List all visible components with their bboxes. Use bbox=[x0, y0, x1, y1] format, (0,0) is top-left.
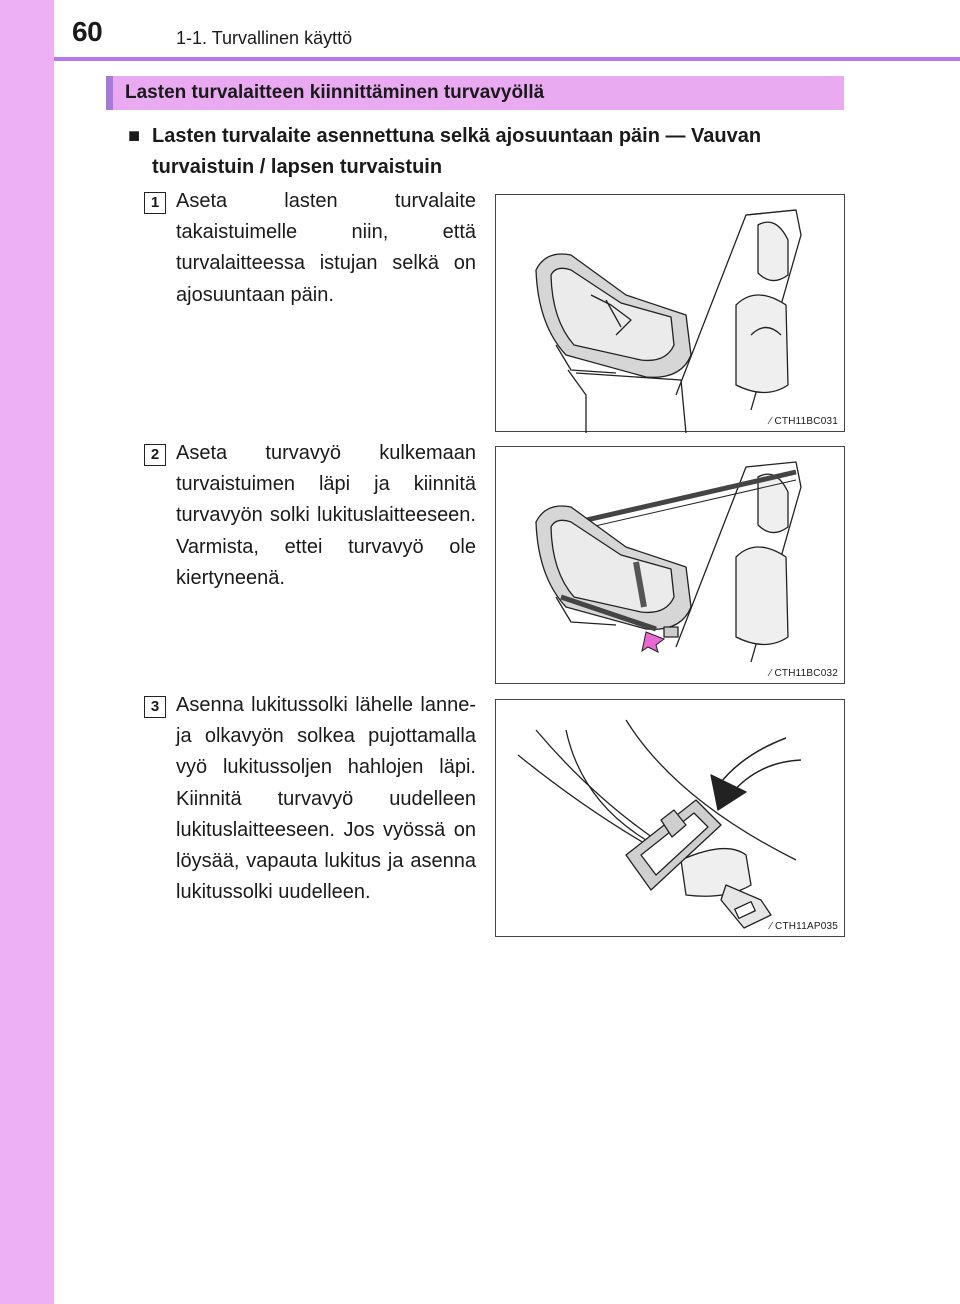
page-number: 60 bbox=[72, 16, 103, 47]
step-text-2: Aseta turvavyö kulkemaan turvaistuimen läpi ja kiinnitä turvavyön solki lukituslaitteeseen. Varmista, ettei turvavyö ole kiertyneenä. bbox=[176, 442, 476, 589]
header-rule bbox=[54, 57, 960, 61]
seat-belt-buckling-illustration bbox=[496, 447, 846, 685]
step-number-1: 1 bbox=[144, 192, 166, 214]
step-number-3: 3 bbox=[144, 696, 166, 718]
side-tab-strip bbox=[0, 0, 54, 1304]
figure-3 bbox=[495, 699, 845, 937]
step-text-1: Aseta lasten turvalaite takaistuimelle niin, että turvalaitteessa istujan selkä on ajosuuntaan päin. bbox=[176, 190, 476, 306]
figure-code-2: ⁄ CTH11BC032 bbox=[770, 668, 838, 679]
arrow-pink-icon bbox=[642, 632, 664, 652]
child-seat-rear-facing-illustration bbox=[496, 195, 846, 433]
step-number-2: 2 bbox=[144, 444, 166, 466]
chapter-title: 1-1. Turvallinen käyttö bbox=[176, 28, 353, 48]
step-text-3: Asenna lukitussolki lähelle lanne- ja olkavyön solkea pujottamalla vyö lukitussoljen hahlojen läpi. Kiinnitä turvavyö uudelleen lukituslaitteeseen. Jos vyössä on löysää, vapauta lukitus ja asenna lukitussolki uudelleen. bbox=[176, 694, 476, 904]
subheading bbox=[128, 121, 848, 183]
figure-code-3: ⁄ CTH11AP035 bbox=[770, 921, 838, 932]
figure-1 bbox=[495, 194, 845, 432]
locking-clip-illustration bbox=[496, 700, 846, 938]
section-title: Lasten turvalaitteen kiinnittäminen turvavyöllä bbox=[106, 76, 844, 110]
subheading-text: Lasten turvalaite asennettuna selkä ajosuuntaan päin — Vauvan turvaistuin / lapsen turvaistuin bbox=[152, 125, 762, 178]
figure-2 bbox=[495, 446, 845, 684]
figure-code-1: ⁄ CTH11BC031 bbox=[770, 416, 838, 427]
bullet-square-icon: ■ bbox=[128, 125, 141, 147]
